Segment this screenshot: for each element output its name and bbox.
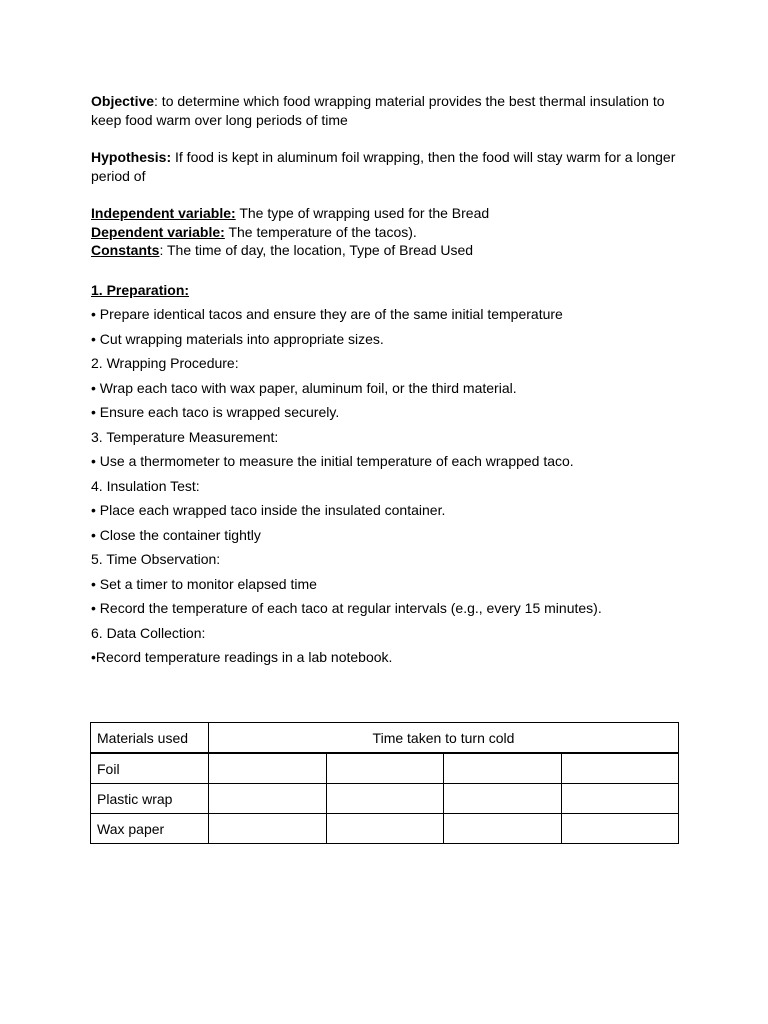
hypothesis-paragraph: [91, 148, 681, 186]
empty-cell[interactable]: [561, 784, 679, 814]
empty-cell[interactable]: [326, 753, 444, 784]
table-row: [91, 784, 679, 814]
step-heading-temperature: 3. Temperature Measurement:: [91, 428, 279, 445]
empty-cell[interactable]: [444, 784, 562, 814]
header-time-cell: Time taken to turn cold: [209, 723, 679, 754]
document-page: [91, 92, 681, 670]
hypothesis-label: Hypothesis:: [91, 149, 172, 165]
dependent-variable-text: The temperature of the tacos).: [224, 223, 417, 240]
empty-cell[interactable]: [561, 814, 679, 844]
procedure-steps: [91, 278, 681, 670]
constants-label: Constants: [91, 242, 160, 258]
material-cell: Plastic wrap: [91, 784, 209, 814]
empty-cell[interactable]: [326, 814, 444, 844]
step-heading-wrapping: 2. Wrapping Procedure:: [91, 355, 239, 371]
empty-cell[interactable]: [444, 814, 562, 844]
table-header-row: [91, 723, 679, 754]
step-bullet: • Record the temperature of each taco at regular intervals (e.g., every 15 minutes).: [91, 600, 602, 616]
step-heading-time: 5. Time Observation:: [91, 551, 221, 567]
header-materials-cell: Materials used: [91, 723, 209, 754]
step-heading-insulation: 4. Insulation Test:: [91, 477, 200, 494]
step-bullet: •Record temperature readings in a lab notebook.: [91, 649, 393, 665]
constants-line: [91, 241, 681, 260]
step-bullet: • Place each wrapped taco inside the insulated container.: [91, 502, 446, 518]
step-bullet: • Prepare identical tacos and ensure they are of the same initial temperature: [91, 306, 563, 322]
dependent-variable-line: [91, 223, 681, 242]
empty-cell[interactable]: [326, 784, 444, 814]
independent-variable-text: The type of wrapping used for the Bread: [235, 205, 490, 221]
material-cell: Foil: [91, 753, 209, 784]
empty-cell[interactable]: [209, 814, 327, 844]
objective-paragraph: [91, 92, 681, 130]
step-bullet: • Wrap each taco with wax paper, aluminum foil, or the third material.: [91, 379, 517, 396]
results-table: [90, 722, 679, 844]
objective-text: : to determine which food wrapping material provides the best thermal insulation to keep food warm over long periods of time: [91, 93, 665, 128]
step-bullet: • Set a timer to monitor elapsed time: [91, 575, 317, 592]
step-bullet: • Ensure each taco is wrapped securely.: [91, 404, 340, 420]
material-cell: Wax paper: [91, 814, 209, 844]
empty-cell[interactable]: [561, 753, 679, 784]
step-bullet: • Use a thermometer to measure the initial temperature of each wrapped taco.: [91, 453, 574, 469]
independent-variable-line: [91, 204, 681, 223]
constants-text: : The time of day, the location, Type of Bread Used: [159, 242, 474, 258]
empty-cell[interactable]: [444, 753, 562, 784]
empty-cell[interactable]: [209, 784, 327, 814]
objective-label: Objective: [91, 93, 155, 109]
step-bullet: • Close the container tightly: [91, 526, 261, 543]
empty-cell[interactable]: [209, 753, 327, 784]
table-row: [91, 814, 679, 844]
hypothesis-text: If food is kept in aluminum foil wrapping, then the food will stay warm for a longer period of: [91, 149, 676, 184]
step-bullet: • Cut wrapping materials into appropriate sizes.: [91, 330, 384, 347]
step-heading-preparation: 1. Preparation:: [91, 281, 190, 298]
independent-variable-label: Independent variable:: [91, 205, 236, 221]
dependent-variable-label: Dependent variable:: [91, 223, 225, 240]
variables-block: [91, 204, 681, 260]
step-heading-data-collection: 6. Data Collection:: [91, 624, 206, 641]
table-row: [91, 753, 679, 784]
